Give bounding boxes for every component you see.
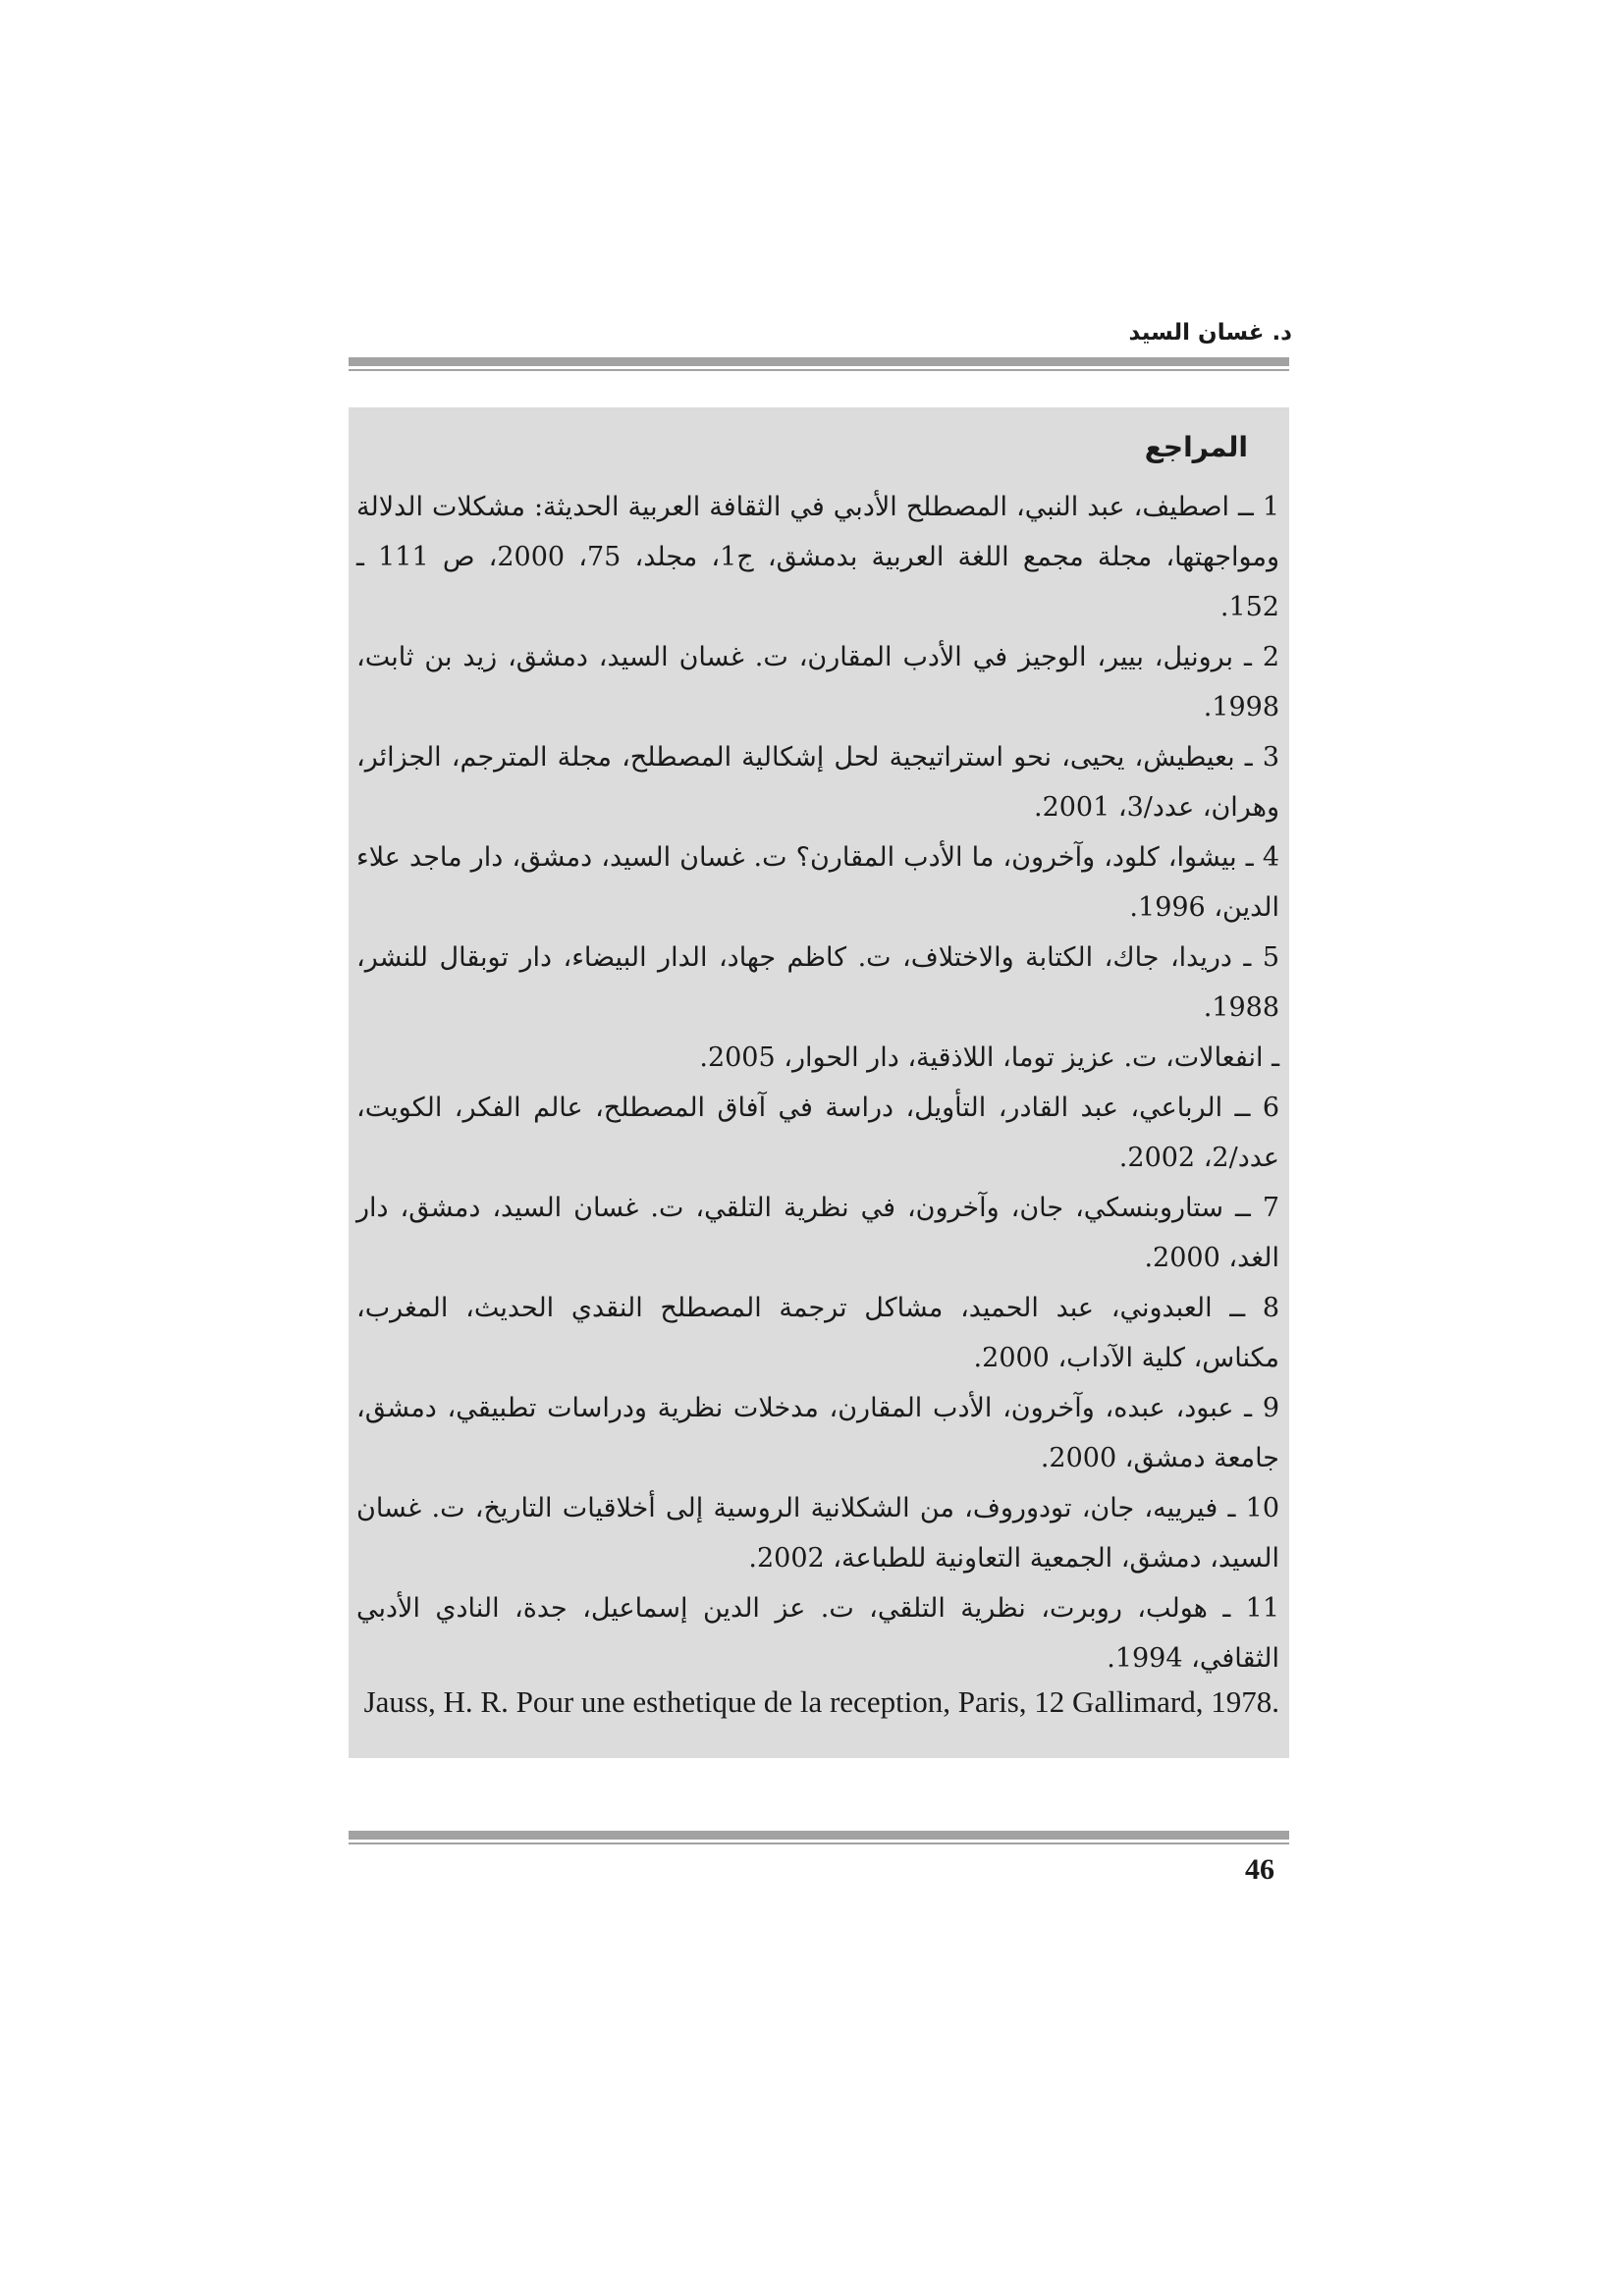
footer-rule <box>349 1831 1289 1844</box>
page-number: 46 <box>1245 1853 1274 1886</box>
reference-item: 6 ــ الرباعي، عبد القادر، التأويل، دراسة في آفاق المصطلح، عالم الفكر، الكويت، عدد/2، 2002. <box>356 1093 1279 1173</box>
references-list <box>356 482 1279 1717</box>
header-rule <box>349 357 1289 371</box>
running-header-author: د. غسان السيد <box>1128 320 1292 346</box>
reference-item: 4 ـ بيشوا، كلود، وآخرون، ما الأدب المقارن؟ ت. غسان السيد، دمشق، دار ماجد علاء الدين، 1996. <box>356 842 1279 923</box>
reference-item: 10 ـ فيرييه، جان، تودوروف، من الشكلانية الروسية إلى أخلاقيات التاريخ، ت. غسان السيد، دمشق، الجمعية التعاونية للطباعة، 2002. <box>356 1493 1279 1574</box>
reference-item: 5 ـ دريدا، جاك، الكتابة والاختلاف، ت. كاظم جهاد، الدار البيضاء، دار توبقال للنشر، 1988. <box>356 942 1279 1023</box>
references-section <box>349 407 1289 1758</box>
reference-item: 2 ـ برونيل، بيير، الوجيز في الأدب المقارن، ت. غسان السيد، دمشق، زيد بن ثابت، 1998. <box>356 642 1279 722</box>
reference-item: 7 ــ ستاروبنسكي، جان، وآخرون، في نظرية التلقي، ت. غسان السيد، دمشق، دار الغد، 2000. <box>356 1193 1279 1273</box>
reference-item: 11 ـ هولب، روبرت، نظرية التلقي، ت. عز الدين إسماعيل، جدة، النادي الأدبي الثقافي، 1994. <box>356 1593 1279 1674</box>
reference-item-foreign: Jauss, H. R. Pour une esthetique de la reception, Paris, 12 Gallimard, 1978. <box>363 1684 1279 1719</box>
reference-item: 3 ـ بعيطيش، يحيى، نحو استراتيجية لحل إشكالية المصطلح، مجلة المترجم، الجزائر، وهران، عدد/3، 2001. <box>356 742 1279 823</box>
reference-item: 8 ــ العبدوني، عبد الحميد، مشاكل ترجمة المصطلح النقدي الحديث، المغرب، مكناس، كلية الآداب، 2000. <box>356 1293 1279 1373</box>
reference-item: ـ انفعالات، ت. عزيز توما، اللاذقية، دار الحوار، 2005. <box>699 1042 1279 1073</box>
references-title: المراجع <box>1144 431 1248 463</box>
reference-item: 1 ــ اصطيف، عبد النبي، المصطلح الأدبي في الثقافة العربية الحديثة: مشكلات الدلالة ومواجهتها، مجلة مجمع اللغة العربية بدمشق، ج1، مجلد، 75، 2000، ص 111 ـ 152. <box>356 492 1279 622</box>
reference-item: 9 ـ عبود، عبده، وآخرون، الأدب المقارن، مدخلات نظرية ودراسات تطبيقي، دمشق، جامعة دمشق، 2000. <box>356 1393 1279 1473</box>
